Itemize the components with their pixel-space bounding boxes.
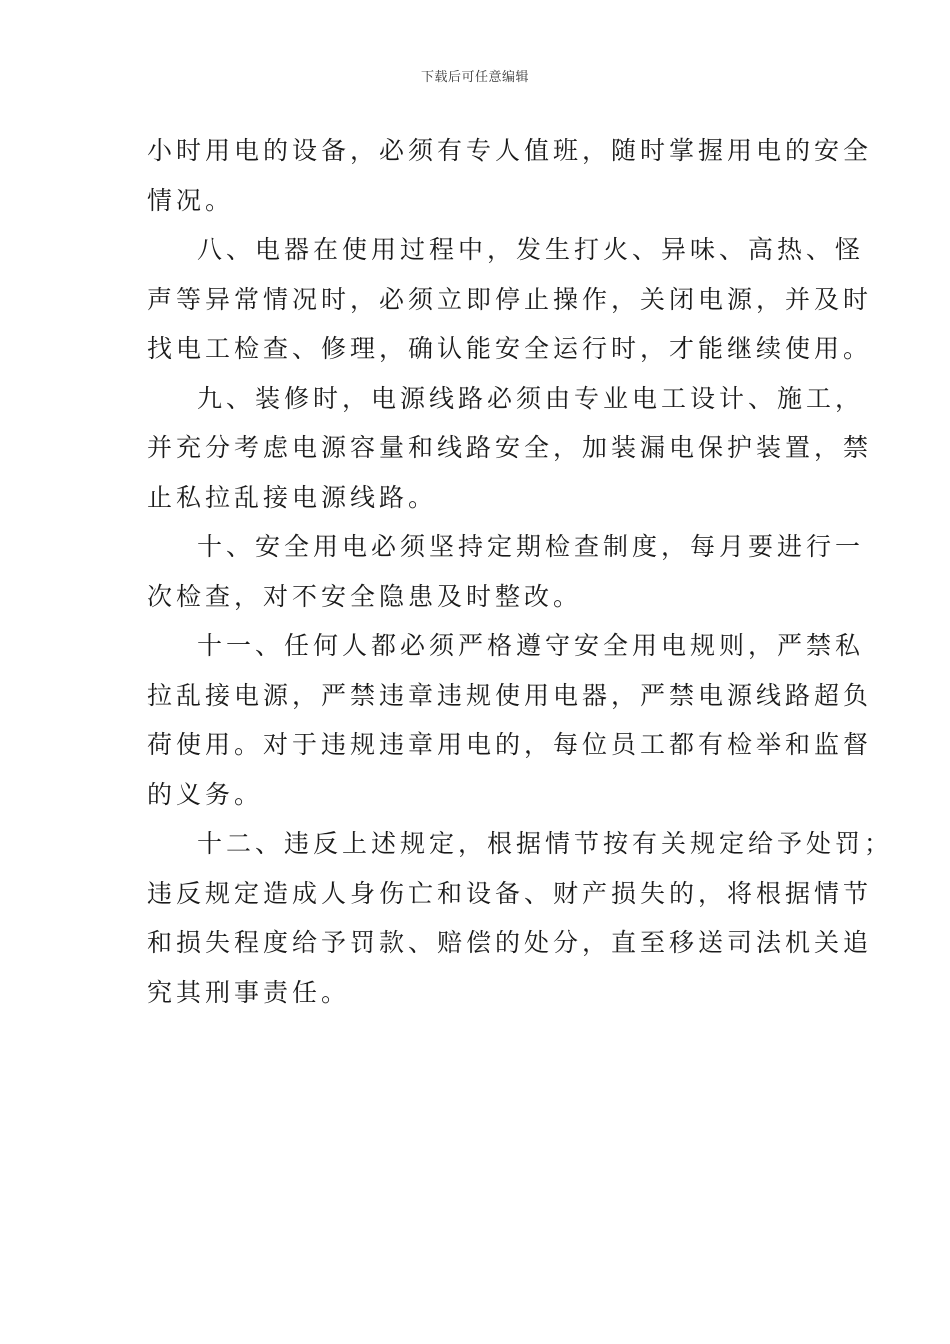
paragraph-article-8 [147,225,873,374]
text-line: 十二、违反上述规定，根据情节按有关规定给予处罚； [197,829,894,858]
text-line: 找电工检查、修理，确认能安全运行时，才能继续使用。 [147,334,873,363]
document-body [147,126,894,1017]
paragraph-article-11 [147,621,873,819]
text-line: 情况。 [147,185,235,215]
paragraph-continuation [147,126,873,225]
text-line: 十、安全用电必须坚持定期检查制度，每月要进行一 [197,532,865,561]
paragraph-article-9 [147,374,873,523]
text-line: 并充分考虑电源容量和线路安全，加装漏电保护装置，禁 [147,433,873,462]
text-line: 和损失程度给予罚款、赔偿的处分，直至移送司法机关追 [147,928,873,957]
paragraph-article-10 [147,522,865,621]
text-line: 止私拉乱接电源线路。 [147,482,438,512]
text-line: 十一、任何人都必须严格遵守安全用电规则，严禁私 [197,631,865,660]
paragraph-article-12 [147,819,894,1017]
text-line: 九、装修时，电源线路必须由专业电工设计、施工， [197,383,865,413]
text-line: 的义务。 [147,779,264,809]
text-line: 次检查，对不安全隐患及时整改。 [147,581,583,611]
text-line: 违反规定造成人身伤亡和设备、财产损失的，将根据情节 [147,878,873,908]
text-line: 声等异常情况时，必须立即停止操作，关闭电源，并及时 [147,284,873,314]
page-header: 下载后可任意编辑 [420,70,529,85]
text-line: 究其刑事责任。 [147,977,351,1007]
text-line: 小时用电的设备，必须有专人值班，随时掌握用电的安全 [147,136,873,165]
text-line: 八、电器在使用过程中，发生打火、异味、高热、怪 [197,235,865,264]
text-line: 荷使用。对于违规违章用电的，每位员工都有检举和监督 [147,730,873,759]
text-line: 拉乱接电源，严禁违章违规使用电器，严禁电源线路超负 [147,680,873,710]
